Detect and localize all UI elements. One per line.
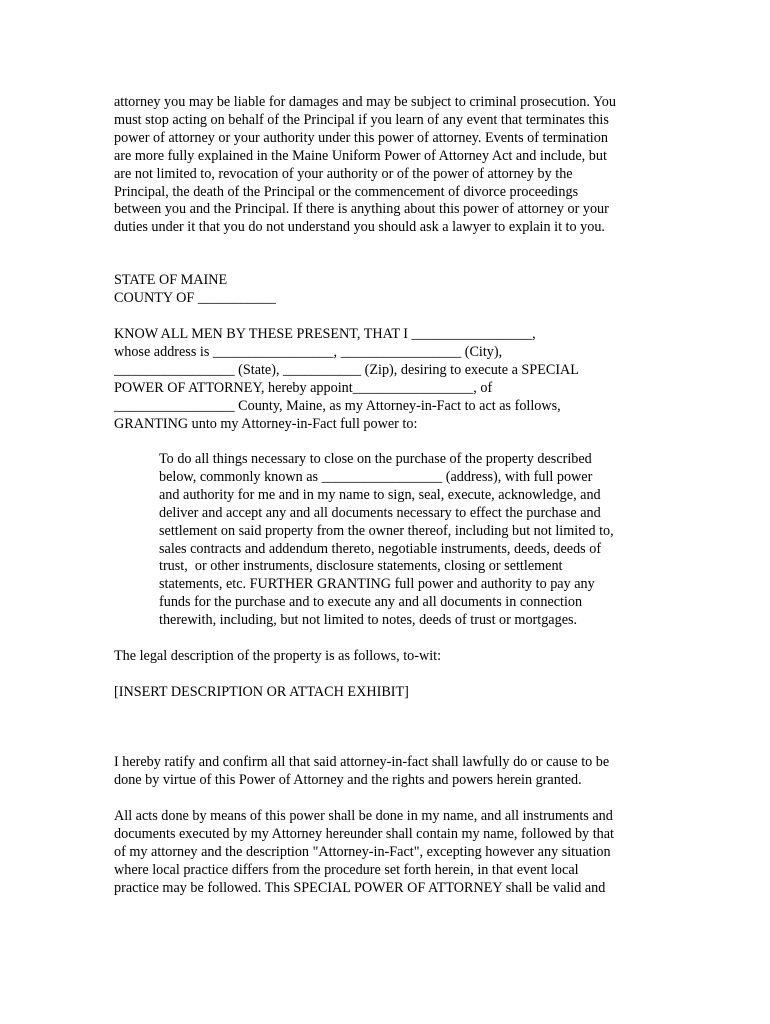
paragraph-line: KNOW ALL MEN BY THESE PRESENT, THAT I _________________, [114, 326, 536, 342]
paragraph-line: _________________ (State), ___________ (Zip), desiring to execute a SPECIAL [114, 361, 579, 378]
paragraph-line: deliver and accept any and all documents necessary to effect the purchase and [159, 504, 601, 521]
paragraph-line: between you and the Principal. If there is anything about this power of attorney or your [114, 201, 609, 218]
paragraph-line: practice may be followed. This SPECIAL POWER OF ATTORNEY shall be valid and [114, 879, 606, 896]
warning-paragraph [114, 94, 654, 237]
paragraph-line: POWER OF ATTORNEY, hereby appoint_________________, of [114, 379, 493, 396]
all-acts-paragraph [114, 808, 654, 898]
paragraph-line: are not limited to, revocation of your authority or of the power of attorney by the [114, 165, 573, 182]
paragraph-line: are more fully explained in the Maine Uniform Power of Attorney Act and include, but [114, 147, 607, 164]
paragraph-line: sales contracts and addendum thereto, negotiable instruments, deeds, deeds of [159, 540, 602, 557]
paragraph-line: must stop acting on behalf of the Principal if you learn of any event that terminates this [114, 111, 609, 128]
paragraph-line: GRANTING unto my Attorney-in-Fact full power to: [114, 415, 418, 432]
paragraph-line: All acts done by means of this power shall be done in my name, and all instruments and [114, 808, 613, 824]
paragraph-line: where local practice differs from the procedure set forth herein, in that event local [114, 861, 579, 878]
paragraph-line: The legal description of the property is as follows, to-wit: [114, 648, 442, 664]
paragraph-line: [INSERT DESCRIPTION OR ATTACH EXHIBIT] [114, 684, 409, 700]
know-all-men-paragraph [114, 326, 654, 433]
county-line: COUNTY OF ___________ [114, 289, 276, 306]
paragraph-line: I hereby ratify and confirm all that said attorney-in-fact shall lawfully do or cause to be [114, 754, 610, 770]
ratify-paragraph [114, 754, 654, 790]
paragraph-line: settlement on said property from the owner thereof, including but not limited to, [159, 522, 614, 539]
paragraph-line: therewith, including, but not limited to notes, deeds of trust or mortgages. [159, 612, 578, 629]
paragraph-line: below, commonly known as _________________ (address), with full power [159, 468, 593, 485]
paragraph-line: Principal, the death of the Principal or the commencement of divorce proceedings [114, 183, 579, 200]
paragraph-line: attorney you may be liable for damages and may be subject to criminal prosecution. You [114, 94, 616, 110]
paragraph-line: duties under it that you do not understand you should ask a lawyer to explain it to you. [114, 219, 605, 236]
paragraph-line: whose address is _________________, _________________ (City), [114, 343, 503, 360]
state-line: STATE OF MAINE [114, 272, 228, 288]
paragraph-line: power of attorney or your authority under this power of attorney. Events of termination [114, 129, 608, 146]
powers-granted-paragraph [159, 451, 659, 630]
paragraph-line: To do all things necessary to close on the purchase of the property described [159, 451, 592, 467]
paragraph-line: and authority for me and in my name to sign, seal, execute, acknowledge, and [159, 486, 601, 503]
legal-description-intro [114, 648, 654, 666]
paragraph-line: done by virtue of this Power of Attorney and the rights and powers herein granted. [114, 771, 582, 788]
insert-description-placeholder [114, 684, 654, 702]
paragraph-line: of my attorney and the description "Attorney-in-Fact", excepting however any situation [114, 843, 611, 860]
paragraph-line: funds for the purchase and to execute any and all documents in connection [159, 594, 583, 611]
paragraph-line: trust, or other instruments, disclosure statements, closing or settlement [159, 558, 563, 575]
paragraph-line: _________________ County, Maine, as my Attorney-in-Fact to act as follows, [114, 397, 561, 414]
venue-block [114, 272, 654, 308]
paragraph-line: statements, etc. FURTHER GRANTING full power and authority to pay any [159, 576, 595, 593]
paragraph-line: documents executed by my Attorney hereunder shall contain my name, followed by that [114, 825, 614, 842]
